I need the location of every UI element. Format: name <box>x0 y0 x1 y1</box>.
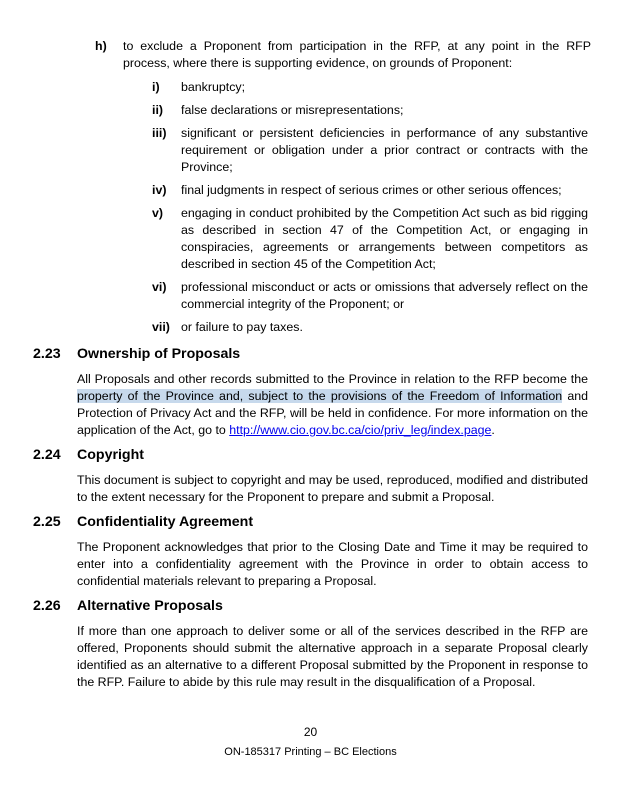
sub-item-label: vi) <box>152 280 167 294</box>
paragraph-text: All Proposals and other records submitted to the Province in relation to the RFP become the <box>77 372 588 386</box>
highlighted-text: property of the Province and, subject to the provisions of the Freedom of Information <box>77 389 563 403</box>
section-paragraph: The Proponent acknowledges that prior to the Closing Date and Time it may be required to enter into a confidentiality agreement with the Province in order to obtain access to confidential materials relevant to preparing a Proposal. <box>77 540 588 588</box>
sub-list <box>152 79 588 336</box>
section-number: 2.25 <box>33 514 61 530</box>
sub-item-label: i) <box>152 80 160 94</box>
sub-item-i <box>152 79 588 96</box>
sub-item-vii <box>152 319 588 336</box>
sub-item-label: iii) <box>152 126 167 140</box>
section-paragraph: If more than one approach to deliver some or all of the services described in the RFP are offered, Proponents should submit the alternative approach in a separate Proposal clearly identified as an alternative to a different Proposal submitted by the Proponent in response to the RFP. Failure to abide by this rule may result in the disqualification of a Proposal. <box>77 624 588 689</box>
section-number: 2.26 <box>33 598 61 614</box>
sub-item-text: or failure to pay taxes. <box>181 320 303 334</box>
sub-item-label: v) <box>152 206 164 220</box>
page-footer: ON-185317 Printing – BC Elections <box>224 746 397 758</box>
paragraph-text: and Protection of Privacy Act and the RFP, will be held in confidence. For more information on the application of the Act, go to <box>77 389 588 437</box>
section-paragraph: This document is subject to copyright and may be used, reproduced, modified and distributed to the extent necessary for the Proponent to prepare and submit a Proposal. <box>77 473 588 504</box>
section-title: Confidentiality Agreement <box>77 514 254 530</box>
sub-item-label: vii) <box>152 320 170 334</box>
list-item-text: to exclude a Proponent from participation in the RFP, at any point in the RFP process, where there is supporting evidence, on grounds of Proponent: <box>123 39 591 70</box>
section-number: 2.24 <box>33 447 61 463</box>
page-number: 20 <box>303 725 318 739</box>
section-title: Alternative Proposals <box>77 598 223 614</box>
sub-item-text: engaging in conduct prohibited by the Competition Act such as bid rigging as described in section 47 of the Competition Act, or engaging in conspiracies, agreements or arrangements between competitors as described in section 45 of the Competition Act; <box>181 206 588 271</box>
sub-item-text: significant or persistent deficiencies in performance of any substantive requirement or obligation under a prior contract or contracts with the Province; <box>181 126 588 174</box>
sub-item-iii <box>152 125 588 176</box>
sub-item-iv <box>152 182 588 199</box>
sub-item-text: false declarations or misrepresentations; <box>181 103 404 117</box>
sub-item-ii <box>152 102 588 119</box>
sub-item-text: final judgments in respect of serious crimes or other serious offences; <box>181 183 562 197</box>
section-paragraph <box>77 371 588 439</box>
privacy-act-link[interactable]: http://www.cio.gov.bc.ca/cio/priv_leg/index.page <box>229 423 492 437</box>
section-number: 2.23 <box>33 346 61 362</box>
paragraph-text: . <box>491 423 495 437</box>
section-title: Ownership of Proposals <box>77 346 241 362</box>
sub-item-text: bankruptcy; <box>181 80 246 94</box>
sub-item-v <box>152 205 588 273</box>
list-item-label: h) <box>95 39 107 53</box>
sub-item-vi <box>152 279 588 313</box>
sub-item-label: ii) <box>152 103 164 117</box>
list-item-h <box>95 38 591 72</box>
sub-item-label: iv) <box>152 183 167 197</box>
section-title: Copyright <box>77 447 144 463</box>
sub-item-text: professional misconduct or acts or omissions that adversely reflect on the commercial integrity of the Proponent; or <box>181 280 588 311</box>
